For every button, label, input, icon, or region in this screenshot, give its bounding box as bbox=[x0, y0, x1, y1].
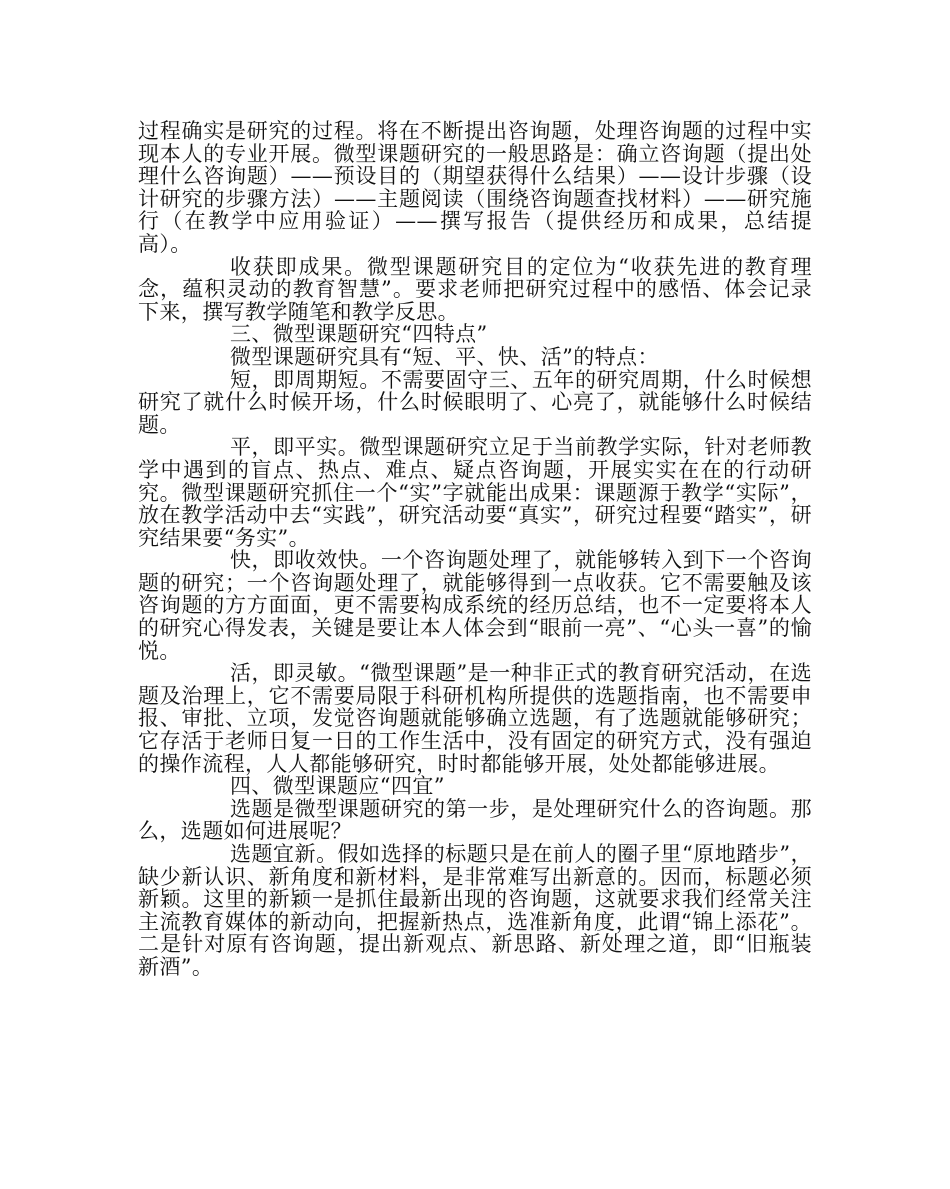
section-heading: 四、微型课题应“四宜” bbox=[230, 774, 445, 799]
paragraph: 收获即成果。微型课题研究目的定位为“收获先进的教育理念，蕴积灵动的教育智慧”。要求老师把研究过程中的感悟、体会记录下来，撰写教学随笔和教学反思。 bbox=[138, 254, 812, 324]
section-heading: 三、微型课题研究“四特点” bbox=[230, 322, 488, 347]
document-page bbox=[138, 120, 812, 979]
paragraph: 选题宜新。假如选择的标题只是在前人的圈子里“原地踏步”，缺少新认识、新角度和新材料，是非常难写出新意的。因而，标题必须新颖。这里的新颖一是抓住最新出现的咨询题，这就要求我们经常关注主流教育媒体的新动向，把握新热点，选准新角度，此谓“锦上添花”。二是针对原有咨询题，提出新观点、新思路、新处理之道，即“旧瓶装新酒”。 bbox=[138, 842, 812, 979]
paragraph: 快，即收效快。一个咨询题处理了，就能够转入到下一个咨询题的研究；一个咨询题处理了，就能够得到一点收获。它不需要触及该咨询题的方方面面，更不需要构成系统的经历总结，也不一定要将本人的研究心得发表，关键是要让本人体会到“眼前一亮”、“心头一喜”的愉悦。 bbox=[138, 548, 812, 663]
paragraph: 过程确实是研究的过程。将在不断提出咨询题，处理咨询题的过程中实现本人的专业开展。微型课题研究的一般思路是：确立咨询题（提出处理什么咨询题）——预设目的（期望获得什么结果）——设计步骤（设计研究的步骤方法）——主题阅读（围绕咨询题查找材料）——研究施行（在教学中应用验证）——撰写报告（提供经历和成果，总结提高）。 bbox=[138, 119, 812, 256]
paragraph: 选题是微型课题研究的第一步，是处理研究什么的咨询题。那么，选题如何进展呢？ bbox=[138, 796, 812, 844]
paragraph: 活，即灵敏。“微型课题”是一种非正式的教育研究活动，在选题及治理上，它不需要局限于科研机构所提供的选题指南，也不需要申报、审批、立项，发觉咨询题就能够确立选题，有了选题就能够研究；它存活于老师日复一日的工作生活中，没有固定的研究方式，没有强迫的操作流程，人人都能够研究，时时都能够开展，处处都能够进展。 bbox=[138, 661, 812, 776]
paragraph: 短，即周期短。不需要固守三、五年的研究周期，什么时候想研究了就什么时候开场，什么时候眼明了、心亮了，就能够什么时候结题。 bbox=[138, 367, 812, 437]
paragraph: 微型课题研究具有“短、平、快、活”的特点： bbox=[230, 344, 659, 369]
paragraph: 平，即平实。微型课题研究立足于当前教学实际，针对老师教学中遇到的盲点、热点、难点、疑点咨询题，开展实实在在的行动研究。微型课题研究抓住一个“实”字就能出成果：课题源于教学“实际”，放在教学活动中去“实践”，研究活动要“真实”，研究过程要“踏实”，研究结果要“务实”。 bbox=[138, 435, 812, 550]
